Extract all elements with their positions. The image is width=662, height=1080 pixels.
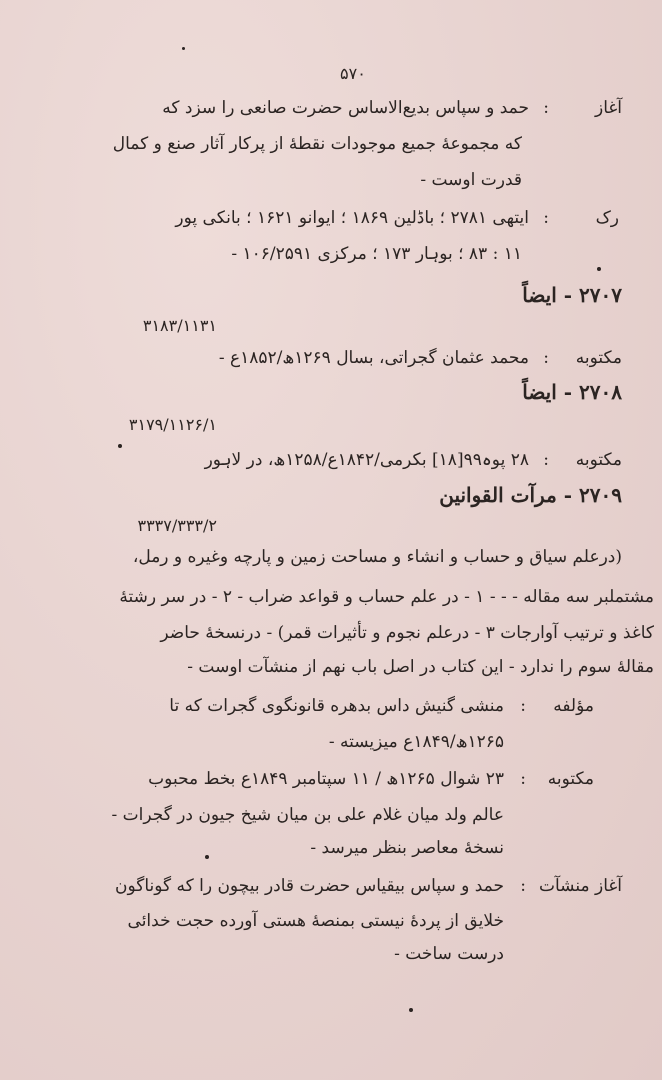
- speck: [182, 47, 185, 50]
- shelf-mark: ۳۱۸۳/۱۱۳۱: [142, 316, 217, 335]
- moallef-line: منشی گنیش داس بدهره قانونگوی گجرات که تا: [169, 696, 504, 716]
- speck: [409, 1008, 413, 1012]
- colon: :: [543, 208, 549, 228]
- rak-label: رک: [595, 208, 619, 228]
- maktuba-label: مکتوبه: [575, 348, 622, 368]
- shelf-mark: ۳۳۳۷/۳۳۳/۲: [137, 516, 217, 535]
- maktuba-label: مکتوبه: [575, 450, 622, 470]
- shelf-mark: ۳۱۷۹/۱۱۲۶/۱: [128, 415, 217, 434]
- speck: [118, 444, 122, 448]
- colon: :: [520, 769, 526, 789]
- aghaz-line: خلایق از پردهٔ نیستی بمنصهٔ هستی آورده حجت خدائی: [127, 911, 504, 931]
- aghaz-line: حمد و سپاس بدیع‌الاساس حضرت صانعی را سزد که: [162, 98, 529, 118]
- description-line: مقالهٔ سوم را ندارد - این کتاب در اصل باب نهم از منشآت اوست -: [187, 657, 654, 677]
- aghaz-label: آغاز منشآت: [539, 876, 622, 896]
- description-line: مشتملبر سه مقاله - - - ۱ - در علم حساب و قواعد ضراب - ۲ - در سر رشتهٔ: [119, 587, 654, 607]
- entry-heading: ۲۷۰۷ - ایضاً: [522, 283, 622, 307]
- entry-heading: ۲۷۰۹ - مرآت القوانین: [439, 483, 622, 507]
- aghaz-line: حمد و سپاس بیقیاس حضرت قادر بیچون را که گوناگون: [114, 876, 504, 896]
- description-line: کاغذ و ترتیب آوارجات ۳ - درعلم نجوم و تأثیرات قمر) - درنسخهٔ حاضر: [160, 623, 654, 643]
- maktuba-text: ۲۸ پوہ۹۹[۱۸] بکرمی/۱۸۴۲ع/۱۲۵۸ھ، در لاہور: [204, 450, 529, 470]
- maktuba-line: ۲۳ شوال ۱۲۶۵ھ / ۱۱ سپتامبر ۱۸۴۹ع بخط محبوب: [148, 769, 504, 789]
- colon: :: [520, 876, 526, 896]
- aghaz-line: که مجموعهٔ جمیع موجودات نقطهٔ از پرکار آثار صنع و کمال: [112, 134, 522, 154]
- rak-line: ۱۱ : ۸۳ ؛ بوہار ۱۷۳ ؛ مرکزی ۱۰۶/۲۵۹۱ -: [231, 244, 522, 264]
- aghaz-label: آغاز: [594, 98, 622, 118]
- moallef-label: مؤلفه: [553, 696, 594, 716]
- maktuba-label: مکتوبه: [547, 769, 594, 789]
- colon: :: [543, 348, 549, 368]
- maktuba-text: محمد عثمان گجراتی، بسال ۱۲۶۹ھ/۱۸۵۲ع -: [218, 348, 529, 368]
- maktuba-line: عالم ولد میان غلام علی بن میان شیخ جیون در گجرات -: [111, 805, 504, 825]
- entry-heading: ۲۷۰۸ - ایضاً: [522, 380, 622, 404]
- aghaz-line: قدرت اوست -: [420, 170, 522, 190]
- page-number: ۵۷۰: [340, 64, 366, 83]
- moallef-line: ۱۲۶۵ھ/۱۸۴۹ع میزیسته -: [328, 732, 504, 752]
- colon: :: [520, 696, 526, 716]
- colon: :: [543, 450, 549, 470]
- maktuba-line: نسخهٔ معاصر بنظر میرسد -: [310, 838, 504, 858]
- description-line: (درعلم سیاق و حساب و انشاء و مساحت زمین و پارچه وغیره و رمل،: [132, 547, 622, 567]
- rak-line: ایتهی ۲۷۸۱ ؛ باڈلین ۱۸۶۹ ؛ ایوانو ۱۶۲۱ ؛ بانکی پور: [175, 208, 529, 228]
- speck: [597, 267, 601, 271]
- speck: [205, 855, 209, 859]
- aghaz-line: درست ساخت -: [394, 944, 504, 964]
- colon: :: [543, 98, 549, 118]
